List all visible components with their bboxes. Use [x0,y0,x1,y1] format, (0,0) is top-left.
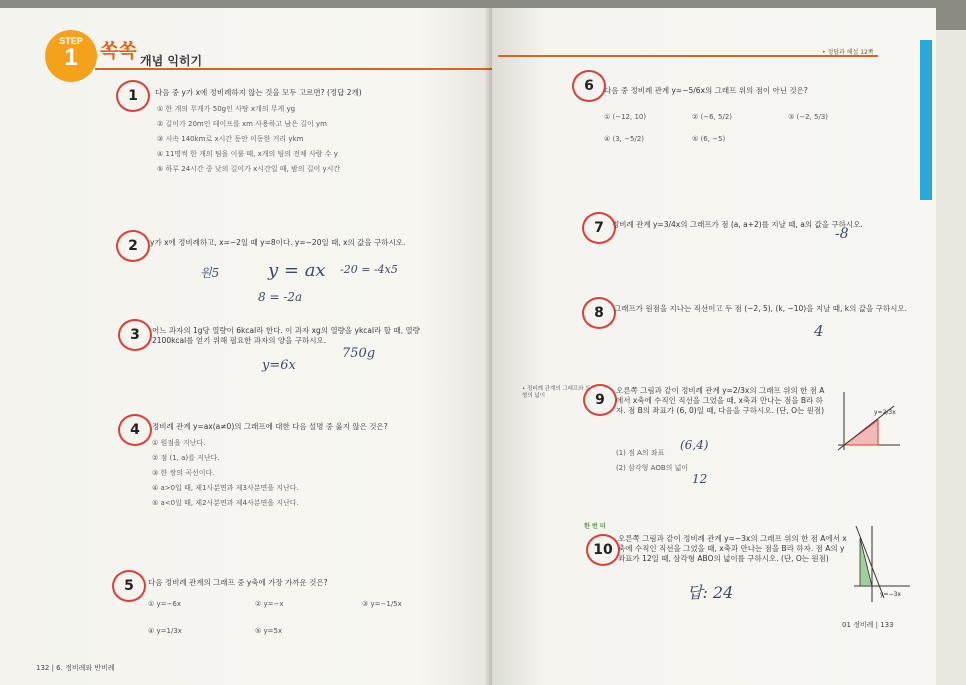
question-10-text: 오른쪽 그림과 같이 정비례 관계 y=−3x의 그래프 위의 한 점 A에서 x축에 수직인 직선을 그었을 때, x축과 만나는 점을 B라 하자. 점 A의 y좌표가 12일 때, 삼각형 ABO의 넓이를 구하시오. (단, O는 원점) [618,534,847,563]
question-7-number: 7 [582,212,616,244]
title-rule [95,68,492,70]
question-4-option-4: ④ a>0일 때, 제1사분면과 제3사분면을 지난다. [152,484,299,492]
question-8-text: 그래프가 원점을 지나는 직선이고 두 점 (−2, 5), (k, −10)을 지날 때, k의 값을 구하시오. [614,304,907,313]
question-6-option-3: ③ (−2, 5/3) [788,113,828,121]
left-page [0,8,492,685]
question-5-option-2: ② y=−x [255,600,284,608]
question-5-option-4: ④ y=1/3x [148,627,182,635]
question-1-text: 다음 중 y가 x에 정비례하지 않는 것을 모두 고르면? (정답 2개) [155,88,362,97]
question-9-number: 9 [583,384,617,416]
handwriting-answer-9a: (6,4) [680,438,709,452]
question-1-option-2: ② 길이가 20m인 테이프를 xm 사용하고 남은 길이 ym [157,120,327,128]
question-2-text: y가 x에 정비례하고, x=−2일 때 y=8이다. y=−20일 때, x의 값을 구하시오. [150,238,406,247]
handwriting-answer-2a: 원5 [200,266,220,280]
question-4-text: 정비례 관계 y=ax(a≠0)의 그래프에 대한 다음 설명 중 옳지 않은 것은? [152,422,388,431]
left-page-footer: 132 | 6. 정비례와 반비례 [36,664,115,672]
question-4-option-5: ⑤ a<0일 때, 제2사분면과 제4사분면을 지난다. [152,499,299,507]
step-label: STEP [59,36,83,46]
figure-question-9 [834,390,904,452]
handwriting-answer-2d: 8 = -2a [258,290,303,304]
question-3-number: 3 [118,319,152,351]
question-5-option-3: ③ y=−1/5x [362,600,402,608]
right-page-footer: 01 정비례 | 133 [842,621,894,629]
question-9-part-1: (1) 점 A의 좌표 [616,449,665,457]
question-5-number: 5 [112,570,146,602]
handwriting-answer-2c: -20 = -4x5 [340,263,398,276]
figure-question-10 [852,524,912,604]
right-page [492,8,936,685]
answer-key-note: • 정답과 해설 12쪽 [822,49,874,56]
question-6-option-2: ② (−6, 5/2) [692,113,732,121]
handwriting-answer-2b: y = ax [268,260,326,281]
section-subtitle: 개념 익히기 [140,54,203,68]
question-1-option-1: ① 한 개의 무게가 50g인 사탕 x개의 무게 yg [157,105,296,113]
question-4-option-1: ① 원점을 지난다. [152,439,206,447]
question-7-text: 정비례 관계 y=3/4x의 그래프가 점 (a, a+2)를 지날 때, a의 값을 구하시오. [612,220,863,229]
question-1-number: 1 [116,80,150,112]
question-1-option-5: ⑤ 하루 24시간 중 낮의 길이가 x시간일 때, 밤의 길이 y시간 [157,165,341,173]
question-6-option-4: ④ (3, −5/2) [604,135,644,143]
handwriting-answer-3b: y=6x [262,358,296,373]
question-4-option-2: ② 점 (1, a)를 지난다. [152,454,220,462]
question-4-number: 4 [118,414,152,446]
question-5-option-5: ⑤ y=5x [255,627,283,635]
question-5-text: 다음 정비례 관계의 그래프 중 y축에 가장 가까운 것은? [148,578,328,587]
question-6-text: 다음 중 정비례 관계 y=−5/6x의 그래프 위의 점이 아닌 것은? [604,86,808,95]
question-4-option-3: ③ 한 쌍의 곡선이다. [152,469,215,477]
handwriting-answer-3a: 750g [342,346,376,361]
handwriting-answer-7: -8 [835,226,849,242]
question-6-option-1: ① (−12, 10) [604,113,647,121]
question-1-option-3: ③ 시속 140km로 x시간 동안 이동한 거리 ykm [157,135,304,143]
question-2-number: 2 [116,230,150,262]
margin-note: • 정비례 관계의 그래프와 도형의 넓이 [522,386,591,399]
handwriting-answer-9b: 12 [692,472,708,486]
question-10-badge: 한 번 더 [584,523,606,530]
question-5-option-1: ① y=−6x [148,600,181,608]
figure-9-line-label: y=2/3x [874,409,896,416]
handwriting-answer-8: 4 [814,322,824,340]
question-9-part-2: (2) 삼각형 AOB의 넓이 [616,464,689,472]
question-10-number: 10 [586,534,620,566]
step-badge [45,30,97,82]
question-8-number: 8 [582,297,616,329]
question-3-text: 어느 과자의 1g당 열량이 6kcal라 한다. 이 과자 xg의 열량을 ykcal라 할 때, 열량 2100kcal를 얻기 위해 필요한 과자의 양을 구하시오. [152,326,420,345]
step-number: 1 [64,44,78,71]
question-9-text: 오른쪽 그림과 같이 정비례 관계 y=2/3x의 그래프 위의 한 점 A에서 x축에 수직인 직선을 그었을 때, x축과 만나는 점을 B라 하자. 점 B의 좌표가 (6, 0)일 때, 다음을 구하시오. (단, O는 원점) [616,386,825,415]
section-title: 쏙쏙 [100,40,137,62]
figure-10-line-label: y=−3x [880,591,901,598]
next-pages-edge [936,30,966,685]
handwriting-answer-10: 답: 24 [687,583,734,602]
chapter-tab [920,40,932,200]
question-6-number: 6 [572,70,606,102]
header-rule [498,55,878,57]
question-6-option-5: ⑤ (6, −5) [692,135,726,143]
question-1-option-4: ④ 11명씩 한 개의 팀을 이룰 때, x개의 팀의 전체 사람 수 y [157,150,338,158]
